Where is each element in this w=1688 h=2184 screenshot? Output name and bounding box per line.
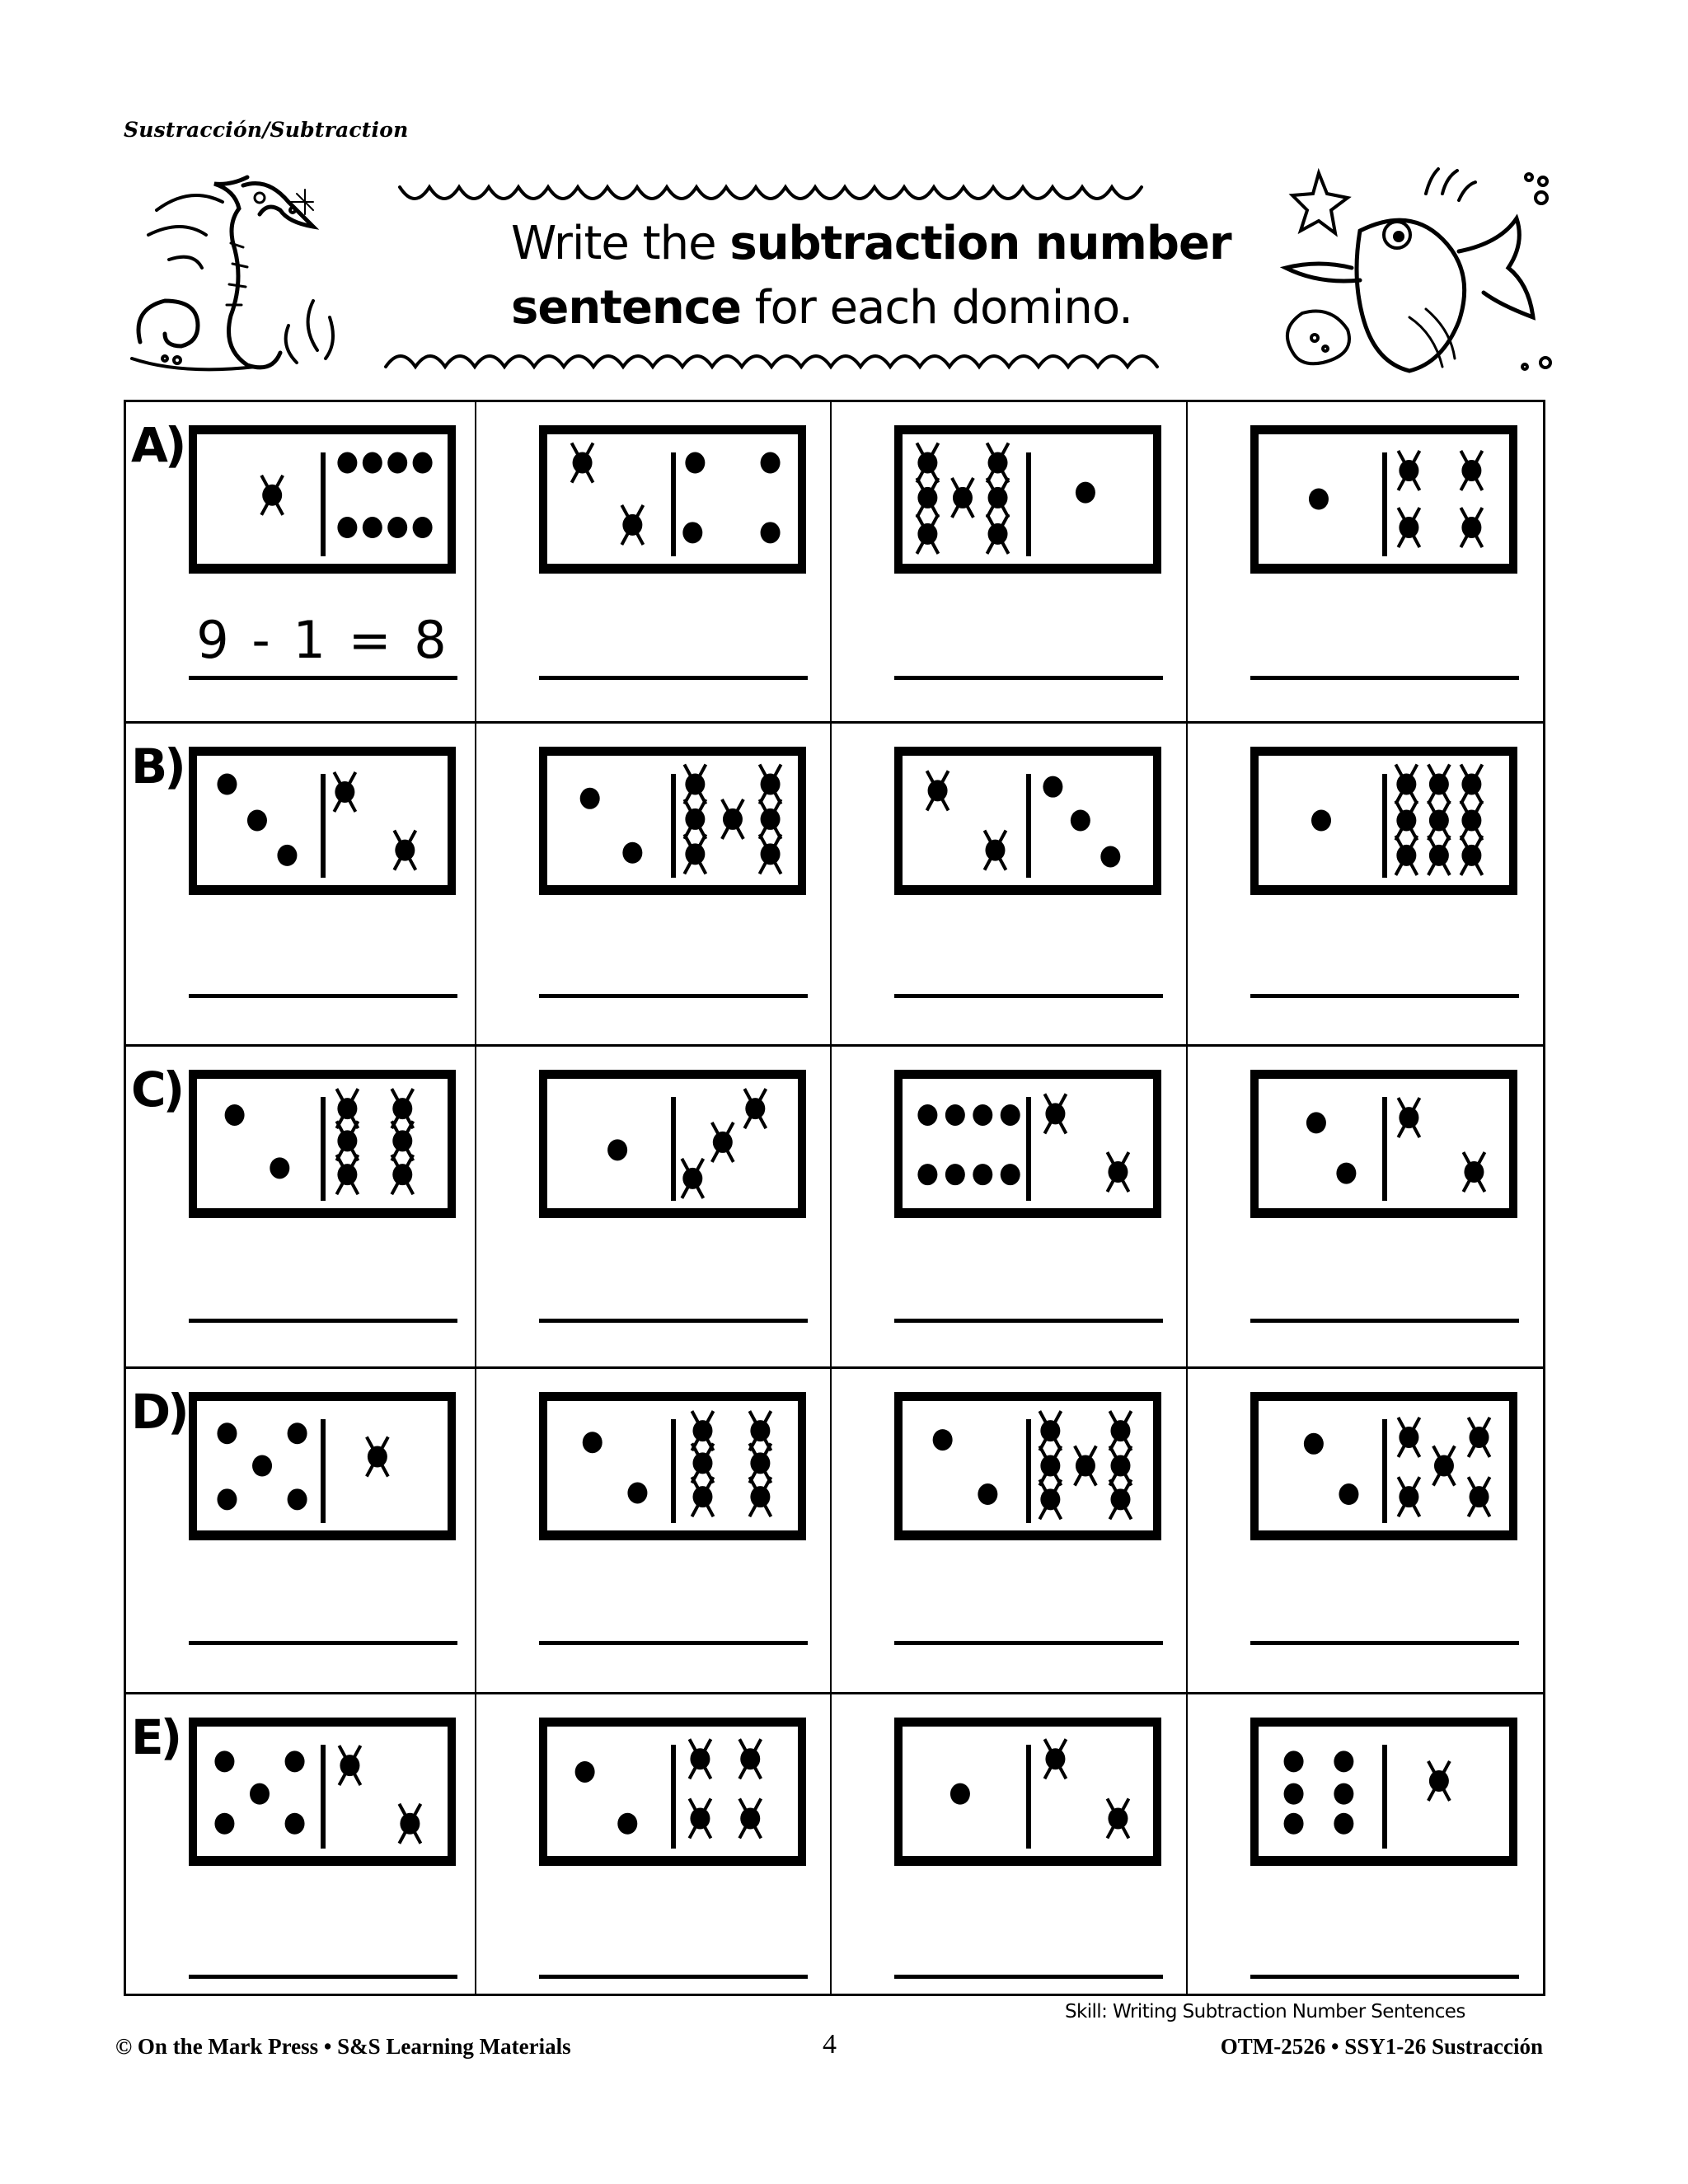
crossed-out-pip-icon xyxy=(1109,1411,1131,1451)
domino-pips xyxy=(1259,1727,1509,1856)
crossed-out-pip-icon xyxy=(1461,451,1482,490)
domino-pips xyxy=(547,1079,798,1208)
crossed-out-pip-icon xyxy=(339,1746,360,1785)
crossed-out-pip-icon xyxy=(984,831,1006,870)
domino xyxy=(189,1392,456,1540)
crossed-out-pip-icon xyxy=(917,514,938,554)
crossed-out-pip-icon xyxy=(1109,1446,1131,1486)
crossed-out-pip-icon xyxy=(1461,836,1482,875)
pip-icon xyxy=(214,1750,234,1772)
answer-line-input[interactable] xyxy=(539,1641,808,1645)
crossed-out-pip-icon xyxy=(394,831,415,870)
worksheet-cell xyxy=(832,402,1188,724)
pip-icon xyxy=(217,774,237,795)
pip-icon xyxy=(1284,1783,1304,1805)
domino xyxy=(539,1392,806,1540)
pip-icon xyxy=(1100,846,1120,867)
pip-icon xyxy=(337,517,357,538)
answer-line-input[interactable] xyxy=(1250,994,1519,998)
domino xyxy=(539,1718,806,1866)
domino-pips xyxy=(547,1401,798,1530)
domino xyxy=(539,425,806,574)
crossed-out-pip-icon xyxy=(392,1121,413,1160)
pip-icon xyxy=(217,1488,237,1510)
crossed-out-pip-icon xyxy=(749,1477,771,1516)
pip-icon xyxy=(1334,1813,1353,1835)
pip-icon xyxy=(627,1482,647,1503)
crossed-out-pip-icon xyxy=(684,765,706,804)
pip-icon xyxy=(917,1104,937,1126)
crossed-out-pip-icon xyxy=(987,514,1009,554)
pip-icon xyxy=(337,452,357,474)
crossed-out-pip-icon xyxy=(1461,801,1482,841)
pip-icon xyxy=(1076,482,1095,504)
crossed-out-pip-icon xyxy=(692,1477,713,1516)
pip-icon xyxy=(1339,1483,1358,1505)
crossed-out-pip-icon xyxy=(1428,1761,1450,1801)
product-code: OTM-2526 • SSY1-26 Sustracción xyxy=(1220,2034,1543,2059)
worksheet-cell xyxy=(126,1369,476,1694)
instruction-line1-prefix: Write the xyxy=(511,217,730,270)
crossed-out-pip-icon xyxy=(1398,508,1419,547)
crossed-out-pip-icon xyxy=(749,1411,771,1451)
crossed-out-pip-icon xyxy=(1469,1418,1490,1457)
crossed-out-pip-icon xyxy=(1398,1418,1419,1457)
worksheet-cell xyxy=(476,1369,832,1694)
pip-icon xyxy=(387,517,407,538)
domino xyxy=(1250,1070,1517,1218)
crossed-out-pip-icon xyxy=(399,1804,420,1844)
skill-label: Skill: Writing Subtraction Number Sentences xyxy=(1065,2001,1465,2022)
crossed-out-pip-icon xyxy=(917,478,938,518)
crossed-out-pip-icon xyxy=(1395,801,1417,841)
domino-pips xyxy=(547,756,798,885)
answer-line-input[interactable] xyxy=(539,676,808,680)
crossed-out-pip-icon xyxy=(1463,1152,1484,1192)
answer-line-input[interactable] xyxy=(1250,1641,1519,1645)
pip-icon xyxy=(973,1164,992,1185)
domino-pips xyxy=(547,1727,798,1856)
crossed-out-pip-icon xyxy=(1075,1446,1096,1486)
domino xyxy=(894,1070,1161,1218)
pip-icon xyxy=(250,1783,270,1805)
pip-icon xyxy=(277,845,297,866)
domino xyxy=(894,747,1161,895)
pip-icon xyxy=(1334,1783,1353,1805)
domino xyxy=(189,425,456,574)
answer-line-input[interactable] xyxy=(1250,676,1519,680)
answer-line-input[interactable] xyxy=(189,994,457,998)
pip-icon xyxy=(1309,489,1329,510)
worksheet-cell xyxy=(476,1694,832,1994)
instruction-line2-bold: sentence xyxy=(511,281,741,335)
instruction-line1-bold: subtraction number xyxy=(729,217,1231,270)
domino-pips xyxy=(197,1079,448,1208)
pip-icon xyxy=(945,1104,965,1126)
domino-pips xyxy=(903,756,1153,885)
pip-icon xyxy=(978,1483,997,1505)
crossed-out-pip-icon xyxy=(684,799,706,839)
domino-pips xyxy=(903,1079,1153,1208)
crossed-out-pip-icon xyxy=(336,1155,358,1194)
pip-icon xyxy=(622,842,642,864)
domino xyxy=(189,1718,456,1866)
row-label: B) xyxy=(131,738,183,794)
crossed-out-pip-icon xyxy=(692,1443,713,1483)
worksheet-cell xyxy=(126,1694,476,1994)
domino-worksheet-grid xyxy=(124,400,1545,1996)
worksheet-cell xyxy=(1188,402,1543,724)
answer-line-input[interactable] xyxy=(1250,1319,1519,1323)
crossed-out-pip-icon xyxy=(572,443,593,483)
pip-icon xyxy=(1001,1104,1020,1126)
crossed-out-pip-icon xyxy=(1433,1446,1455,1486)
crossed-out-pip-icon xyxy=(760,799,781,839)
crossed-out-pip-icon xyxy=(1461,765,1482,804)
pip-icon xyxy=(413,452,433,474)
crossed-out-pip-icon xyxy=(987,478,1009,518)
crossed-out-pip-icon xyxy=(1107,1798,1128,1838)
worksheet-cell xyxy=(126,402,476,724)
pip-icon xyxy=(1334,1750,1353,1772)
worksheet-cell xyxy=(476,402,832,724)
crossed-out-pip-icon xyxy=(684,834,706,874)
pip-icon xyxy=(285,1750,305,1772)
pip-icon xyxy=(1284,1750,1304,1772)
crossed-out-pip-icon xyxy=(367,1437,388,1477)
answer-line-input[interactable] xyxy=(1250,1975,1519,1979)
pip-icon xyxy=(945,1164,965,1185)
crossed-out-pip-icon xyxy=(917,443,938,483)
crossed-out-pip-icon xyxy=(952,478,973,518)
row-label: D) xyxy=(131,1384,186,1440)
pip-icon xyxy=(761,522,781,543)
domino-pips xyxy=(1259,1401,1509,1530)
answer-line-input[interactable] xyxy=(189,1975,457,1979)
pip-icon xyxy=(617,1813,637,1835)
crossed-out-pip-icon xyxy=(1395,765,1417,804)
domino-pips xyxy=(903,1401,1153,1530)
pip-icon xyxy=(252,1455,272,1477)
crossed-out-pip-icon xyxy=(336,1121,358,1160)
worksheet-cell xyxy=(126,724,476,1047)
pip-icon xyxy=(575,1761,595,1783)
crossed-out-pip-icon xyxy=(682,1159,703,1198)
worksheet-cell xyxy=(832,1694,1188,1994)
domino xyxy=(894,425,1161,574)
pip-icon xyxy=(1001,1164,1020,1185)
crossed-out-pip-icon xyxy=(739,1739,761,1779)
answer-line-input[interactable] xyxy=(539,994,808,998)
answer-line-input[interactable] xyxy=(539,1319,808,1323)
pip-icon xyxy=(950,1783,970,1805)
answer-line-input[interactable] xyxy=(539,1975,808,1979)
domino-pips xyxy=(1259,434,1509,564)
pip-icon xyxy=(917,1164,937,1185)
crossed-out-pip-icon xyxy=(1469,1477,1490,1516)
worksheet-cell xyxy=(1188,1047,1543,1369)
pip-icon xyxy=(933,1429,953,1451)
pip-icon xyxy=(1071,810,1090,832)
answer-text: 9 - 1 = 8 xyxy=(196,610,450,670)
crossed-out-pip-icon xyxy=(1039,1479,1061,1519)
answer-line-input[interactable] xyxy=(894,1975,1163,1979)
pip-icon xyxy=(685,452,705,474)
domino xyxy=(539,1070,806,1218)
crossed-out-pip-icon xyxy=(1039,1446,1061,1486)
domino xyxy=(894,1718,1161,1866)
instruction-line2-suffix: for each domino. xyxy=(740,281,1132,335)
domino-pips xyxy=(197,756,448,885)
worksheet-cell xyxy=(1188,1694,1543,1994)
worksheet-cell xyxy=(832,1369,1188,1694)
pip-icon xyxy=(682,522,702,543)
crossed-out-pip-icon xyxy=(1044,1094,1066,1133)
pip-icon xyxy=(1043,776,1062,798)
pip-icon xyxy=(288,1422,307,1444)
crossed-out-pip-icon xyxy=(689,1798,710,1838)
pip-icon xyxy=(1306,1112,1326,1133)
pip-icon xyxy=(363,452,382,474)
worksheet-cell xyxy=(832,724,1188,1047)
pip-icon xyxy=(607,1139,627,1160)
answer-line-input[interactable] xyxy=(894,1319,1163,1323)
pip-icon xyxy=(270,1157,289,1179)
domino xyxy=(1250,747,1517,895)
worksheet-cell xyxy=(476,724,832,1047)
pip-icon xyxy=(387,452,407,474)
domino-pips xyxy=(1259,1079,1509,1208)
pip-icon xyxy=(217,1422,237,1444)
answer-line-input[interactable] xyxy=(189,1319,457,1323)
pip-icon xyxy=(1304,1433,1324,1455)
domino xyxy=(539,747,806,895)
domino-pips xyxy=(1259,756,1509,885)
worksheet-cell xyxy=(832,1047,1188,1369)
answer-line-input[interactable] xyxy=(189,676,457,680)
crossed-out-pip-icon xyxy=(334,772,355,812)
domino xyxy=(894,1392,1161,1540)
domino xyxy=(189,1070,456,1218)
crossed-out-pip-icon xyxy=(261,476,283,515)
crossed-out-pip-icon xyxy=(760,834,781,874)
crossed-out-pip-icon xyxy=(760,765,781,804)
crossed-out-pip-icon xyxy=(749,1443,771,1483)
crossed-out-pip-icon xyxy=(1461,508,1482,547)
pip-icon xyxy=(1284,1813,1304,1835)
crossed-out-pip-icon xyxy=(739,1798,761,1838)
crossed-out-pip-icon xyxy=(689,1739,710,1779)
row-label: A) xyxy=(131,417,184,473)
pip-icon xyxy=(285,1813,305,1835)
pip-icon xyxy=(1311,810,1331,832)
pip-icon xyxy=(413,517,433,538)
crossed-out-pip-icon xyxy=(1044,1739,1066,1779)
worksheet-cell xyxy=(476,1047,832,1369)
crossed-out-pip-icon xyxy=(1398,1098,1419,1137)
domino-pips xyxy=(197,434,448,564)
crossed-out-pip-icon xyxy=(392,1089,413,1128)
pip-icon xyxy=(1336,1163,1356,1184)
row-label: E) xyxy=(131,1709,180,1765)
pip-icon xyxy=(247,810,267,832)
domino-pips xyxy=(197,1401,448,1530)
crossed-out-pip-icon xyxy=(1398,451,1419,490)
crossed-out-pip-icon xyxy=(927,771,949,810)
page-number: 4 xyxy=(823,2029,837,2060)
crossed-out-pip-icon xyxy=(1398,1477,1419,1516)
instruction-banner xyxy=(124,161,1558,379)
domino-pips xyxy=(903,434,1153,564)
crossed-out-pip-icon xyxy=(1039,1411,1061,1451)
pip-icon xyxy=(225,1104,245,1126)
crossed-out-pip-icon xyxy=(987,443,1009,483)
crossed-out-pip-icon xyxy=(1107,1152,1128,1192)
pip-icon xyxy=(214,1813,234,1835)
domino-pips xyxy=(197,1727,448,1856)
section-label: Sustracción/Subtraction xyxy=(124,118,409,142)
crossed-out-pip-icon xyxy=(744,1089,766,1128)
domino xyxy=(189,747,456,895)
pip-icon xyxy=(973,1104,992,1126)
answer-line-input[interactable] xyxy=(189,1641,457,1645)
domino-pips xyxy=(903,1727,1153,1856)
domino xyxy=(1250,1718,1517,1866)
pip-icon xyxy=(583,1432,603,1453)
domino xyxy=(1250,425,1517,574)
answer-line-input[interactable] xyxy=(894,1641,1163,1645)
copyright-text: © On the Mark Press • S&S Learning Materials xyxy=(115,2034,571,2059)
pip-icon xyxy=(363,517,382,538)
row-label: C) xyxy=(131,1062,182,1118)
pip-icon xyxy=(761,452,781,474)
crossed-out-pip-icon xyxy=(712,1122,734,1162)
pip-icon xyxy=(288,1488,307,1510)
crossed-out-pip-icon xyxy=(336,1089,358,1128)
crossed-out-pip-icon xyxy=(692,1411,713,1451)
domino-pips xyxy=(547,434,798,564)
crossed-out-pip-icon xyxy=(1428,836,1450,875)
worksheet-cell xyxy=(1188,724,1543,1047)
worksheet-cell xyxy=(1188,1369,1543,1694)
crossed-out-pip-icon xyxy=(1428,801,1450,841)
answer-line-input[interactable] xyxy=(894,676,1163,680)
worksheet-cell xyxy=(126,1047,476,1369)
pip-icon xyxy=(580,788,600,809)
domino xyxy=(1250,1392,1517,1540)
instruction-text xyxy=(511,212,1335,340)
crossed-out-pip-icon xyxy=(1395,836,1417,875)
crossed-out-pip-icon xyxy=(392,1155,413,1194)
crossed-out-pip-icon xyxy=(722,799,743,839)
crossed-out-pip-icon xyxy=(621,505,643,545)
crossed-out-pip-icon xyxy=(1428,765,1450,804)
crossed-out-pip-icon xyxy=(1109,1479,1131,1519)
answer-line-input[interactable] xyxy=(894,994,1163,998)
